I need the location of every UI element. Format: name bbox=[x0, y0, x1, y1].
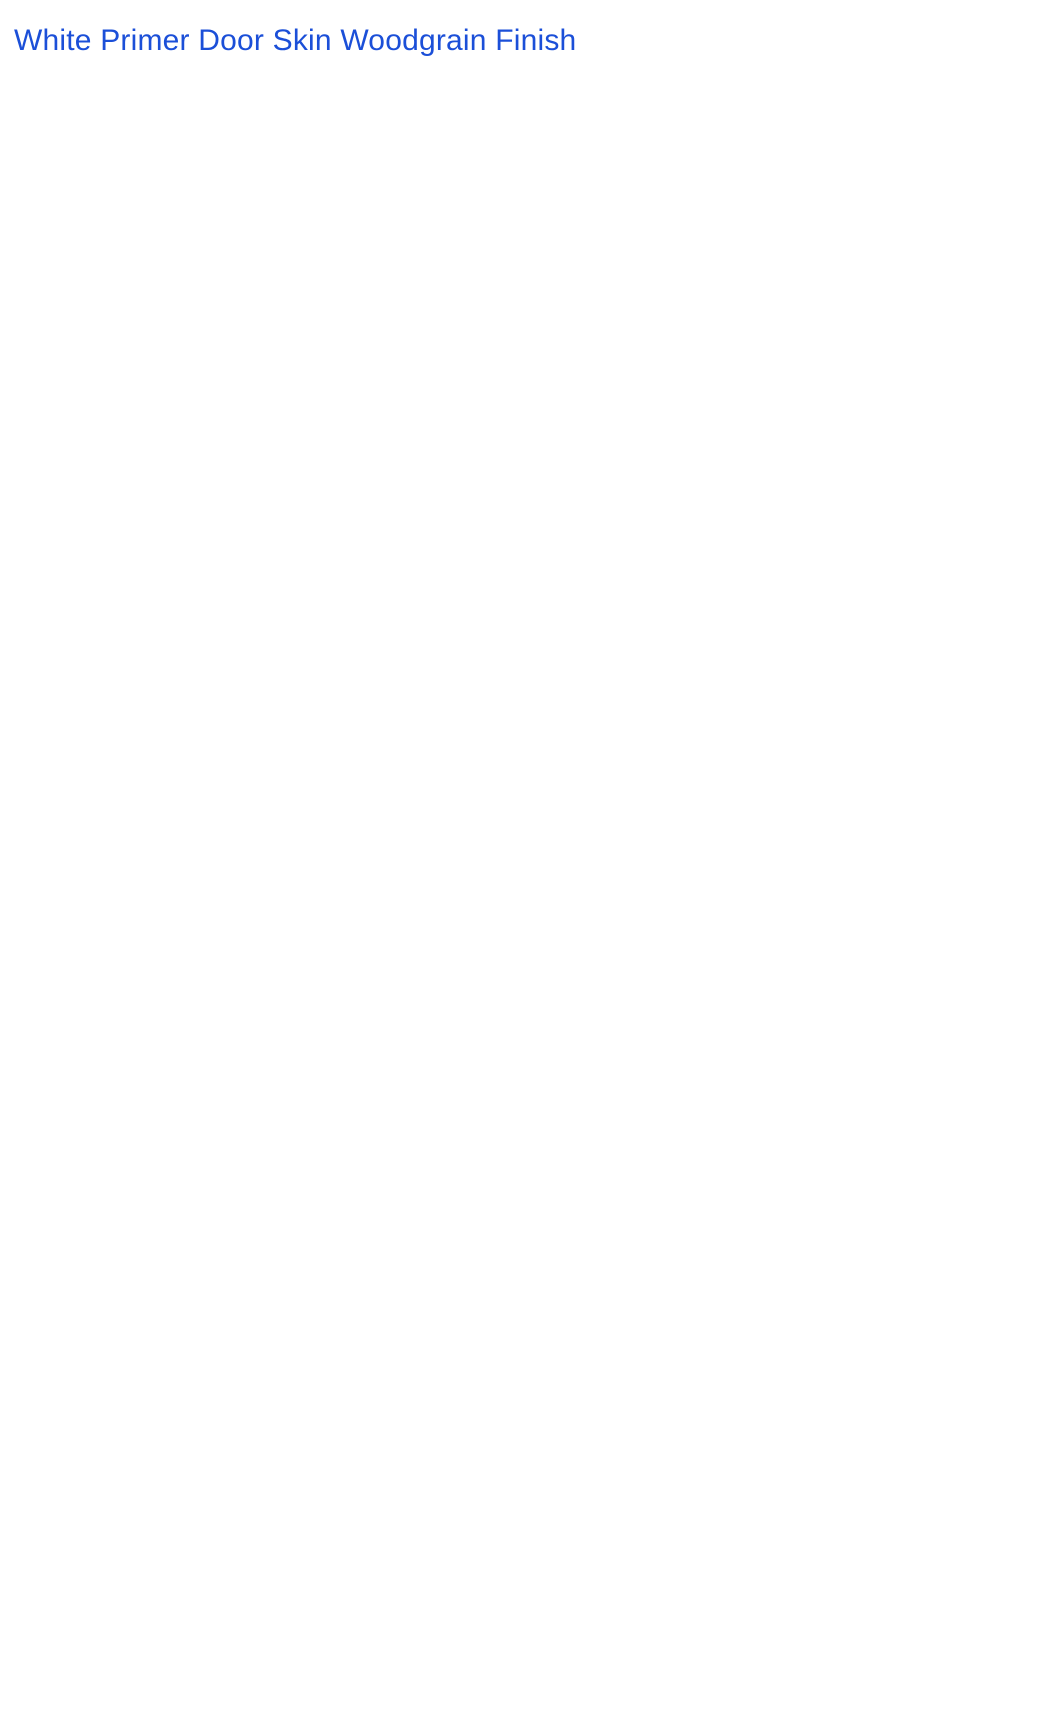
door-catalog-page bbox=[0, 0, 1060, 72]
page-title: White Primer Door Skin Woodgrain Finish bbox=[14, 24, 577, 57]
